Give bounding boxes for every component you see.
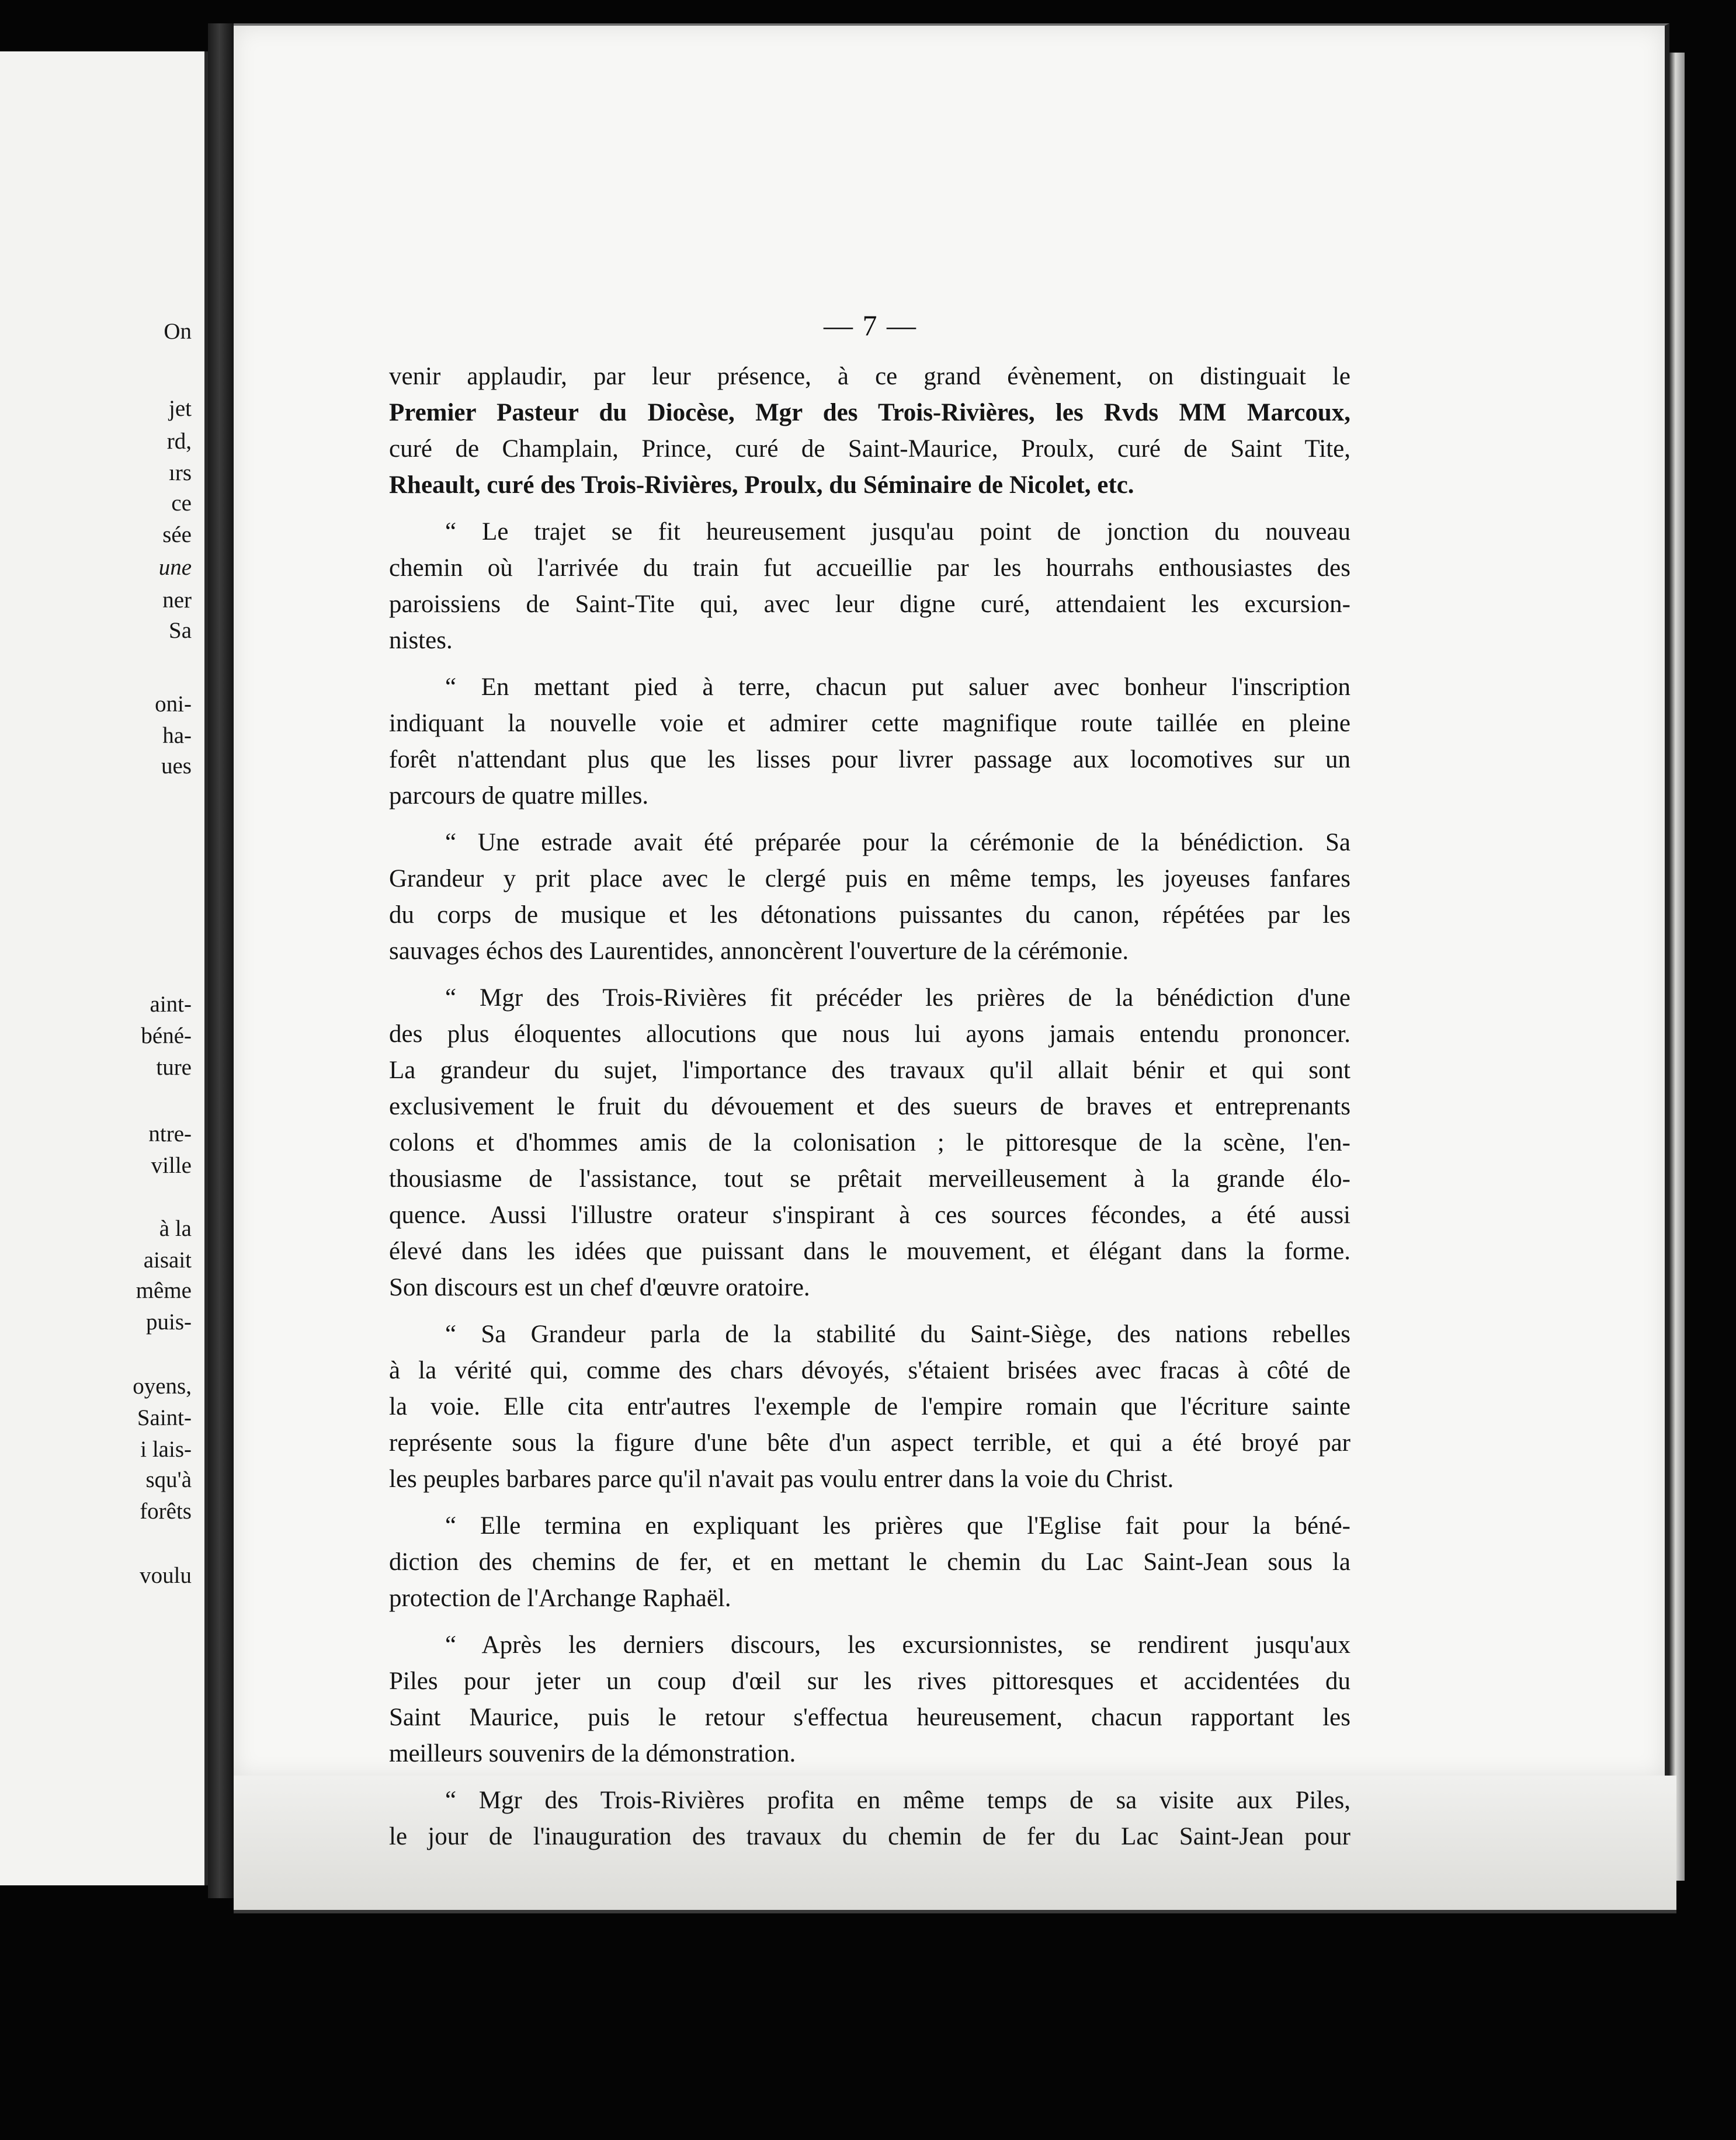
text-line: colons et d'hommes amis de la colonisation ; le pittoresque de la scène, l'en- <box>389 1129 1350 1156</box>
text-line: “ Mgr des Trois-Rivières profita en même temps de sa visite aux Piles, <box>445 1787 1350 1814</box>
previous-page-text-fragment: ture <box>156 1055 192 1080</box>
text-line: “ Le trajet se fit heureusement jusqu'au point de jonction du nouveau <box>445 518 1350 546</box>
previous-page-text-fragment: aint- <box>150 992 192 1017</box>
text-line: la voie. Elle cita entr'autres l'exemple de l'empire romain que l'écriture sainte <box>389 1393 1350 1420</box>
previous-page-text-fragment: squ'à <box>145 1467 192 1492</box>
text-line: Rheault, curé des Trois-Rivières, Proulx, du Séminaire de Nicolet, etc. <box>389 471 1134 499</box>
previous-page-text-fragment: aisait <box>143 1248 192 1273</box>
paragraph <box>389 1627 1350 1772</box>
text-line: curé de Champlain, Prince, curé de Saint-Maurice, Proulx, curé de Saint Tite, <box>389 435 1350 463</box>
previous-page-text-fragment: oyens, <box>133 1374 192 1399</box>
page-edge <box>1669 53 1685 1881</box>
paragraph <box>389 669 1350 814</box>
text-line: Saint Maurice, puis le retour s'effectua heureusement, chacun rapportant les <box>389 1704 1350 1731</box>
previous-page-text-fragment: une <box>158 555 192 580</box>
previous-page-text-fragment: Saint- <box>137 1405 192 1430</box>
paragraph <box>389 514 1350 659</box>
page-number: — 7 — <box>824 309 917 342</box>
previous-page-text-fragment: ner <box>162 588 192 613</box>
text-line: diction des chemins de fer, et en mettant le chemin du Lac Saint-Jean sous la <box>389 1548 1350 1576</box>
previous-page-text-fragment: ırs <box>169 460 192 485</box>
text-line: nistes. <box>389 627 453 654</box>
paragraph <box>389 1783 1350 1855</box>
previous-page-text-fragment: Sa <box>169 618 192 643</box>
previous-page-text-fragment: béné- <box>141 1023 192 1048</box>
text-line: “ En mettant pied à terre, chacun put saluer avec bonheur l'inscription <box>445 673 1350 701</box>
text-line: “ Elle termina en expliquant les prières que l'Eglise fait pour la béné- <box>445 1512 1350 1540</box>
text-line: chemin où l'arrivée du train fut accueillie par les hourrahs enthousiastes des <box>389 554 1350 582</box>
paragraph <box>389 1508 1350 1617</box>
text-line: le jour de l'inauguration des travaux du chemin de fer du Lac Saint-Jean pour <box>389 1823 1350 1850</box>
previous-page-text-fragment: forêts <box>140 1499 192 1524</box>
paragraph <box>389 359 1350 503</box>
text-line: Son discours est un chef d'œuvre oratoire. <box>389 1274 810 1301</box>
text-line: “ Après les derniers discours, les excursionnistes, se rendirent jusqu'aux <box>445 1631 1350 1659</box>
text-line: parcours de quatre milles. <box>389 782 649 810</box>
previous-page-text-fragment: rd, <box>166 429 192 454</box>
previous-page-text-fragment: ha- <box>162 723 192 748</box>
text-line: forêt n'attendant plus que les lisses pour livrer passage aux locomotives sur un <box>389 746 1350 773</box>
text-line: indiquant la nouvelle voie et admirer cette magnifique route taillée en pleine <box>389 710 1350 737</box>
text-line: “ Mgr des Trois-Rivières fit précéder les prières de la bénédiction d'une <box>445 984 1350 1012</box>
text-line: les peuples barbares parce qu'il n'avait pas voulu entrer dans la voie du Christ. <box>389 1465 1174 1493</box>
text-line: La grandeur du sujet, l'importance des travaux qu'il allait bénir et qui sont <box>389 1057 1350 1084</box>
previous-page <box>0 51 208 1885</box>
text-line: des plus éloquentes allocutions que nous lui ayons jamais entendu prononcer. <box>389 1020 1350 1048</box>
book-gutter <box>208 23 234 1898</box>
previous-page-text-fragment: ues <box>161 753 192 779</box>
body-text <box>389 359 1350 1865</box>
text-line: représente sous la figure d'une bête d'un aspect terrible, et qui a été broyé par <box>389 1429 1350 1457</box>
text-line: paroissiens de Saint-Tite qui, avec leur digne curé, attendaient les excursion- <box>389 590 1350 618</box>
paragraph <box>389 825 1350 970</box>
text-line: protection de l'Archange Raphaël. <box>389 1585 731 1612</box>
text-line: Piles pour jeter un coup d'œil sur les rives pittoresques et accidentées du <box>389 1667 1350 1695</box>
paragraph <box>389 1316 1350 1498</box>
text-line: thousiasme de l'assistance, tout se prêtait merveilleusement à la grande élo- <box>389 1165 1350 1193</box>
previous-page-text-fragment: ntre- <box>148 1121 192 1147</box>
previous-page-text-fragment: voulu <box>140 1563 192 1588</box>
text-line: quence. Aussi l'illustre orateur s'inspirant à ces sources fécondes, a été aussi <box>389 1201 1350 1229</box>
previous-page-text-fragment: puis- <box>146 1309 192 1335</box>
text-line: élevé dans les idées que puissant dans le mouvement, et élégant dans la forme. <box>389 1238 1350 1265</box>
previous-page-text-fragment: sée <box>162 522 192 547</box>
text-line: “ Sa Grandeur parla de la stabilité du Saint-Siège, des nations rebelles <box>445 1321 1350 1348</box>
text-line: du corps de musique et les détonations puissantes du canon, répétées par les <box>389 901 1350 929</box>
previous-page-text-fragment: même <box>136 1278 192 1303</box>
previous-page-text-fragment: On <box>164 319 192 344</box>
text-line: meilleurs souvenirs de la démonstration. <box>389 1740 796 1767</box>
previous-page-text-fragment: jet <box>169 396 192 421</box>
text-line: “ Une estrade avait été préparée pour la cérémonie de la bénédiction. Sa <box>445 829 1350 856</box>
text-line: Grandeur y prit place avec le clergé puis en même temps, les joyeuses fanfares <box>389 865 1350 892</box>
paragraph <box>389 980 1350 1306</box>
previous-page-text-fragment: ce <box>171 491 192 516</box>
previous-page-text-fragment: oni- <box>155 692 192 717</box>
text-line: sauvages échos des Laurentides, annoncèrent l'ouverture de la cérémonie. <box>389 937 1129 965</box>
text-line: à la vérité qui, comme des chars dévoyés, s'étaient brisées avec fracas à côté de <box>389 1357 1350 1384</box>
previous-page-text-fragment: à la <box>159 1216 192 1241</box>
text-line: exclusivement le fruit du dévouement et des sueurs de braves et entreprenants <box>389 1093 1350 1120</box>
previous-page-text-fragment: i lais- <box>140 1437 192 1462</box>
text-line: venir applaudir, par leur présence, à ce grand évènement, on distinguait le <box>389 363 1350 390</box>
text-line: Premier Pasteur du Diocèse, Mgr des Trois-Rivières, les Rvds MM Marcoux, <box>389 399 1350 426</box>
previous-page-text-fragment: ville <box>151 1153 192 1178</box>
